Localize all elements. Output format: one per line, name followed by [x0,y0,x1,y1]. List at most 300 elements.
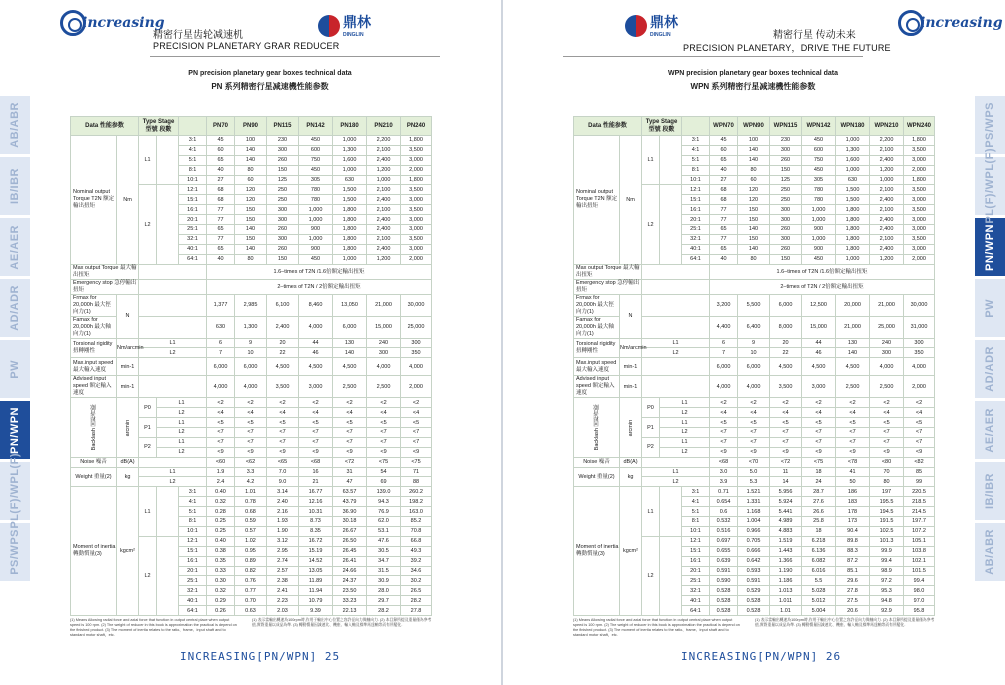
weight-value: 4.2 [235,477,267,487]
inertia-value: 2.23 [267,596,299,606]
header-divider [563,56,863,57]
advised-speed-value: 4,000 [738,376,770,398]
inertia-value: 186 [836,487,870,497]
torque-value: 3,500 [401,205,432,215]
inertia-value: 66.8 [401,536,432,546]
inertia-value: 33.23 [333,596,367,606]
ratio: 15:1 [179,195,207,205]
backlash-value: <7 [207,428,235,438]
table-row [574,467,935,477]
torque-value: 1,000 [802,205,836,215]
stage-l1: L1 [139,136,157,185]
inertia-value: 1.013 [770,586,802,596]
frmax-label: Frmax for 20,000h 最大徑向力(1) [574,294,620,316]
ratio: 25:1 [682,576,710,586]
inertia-value: 0.6 [710,507,738,517]
inertia-value: 0.59 [235,517,267,527]
inertia-value: 163.0 [401,507,432,517]
torque-value: 2,100 [870,234,904,244]
table-row [71,294,432,316]
inertia-value: 87.2 [836,556,870,566]
weight-value: 80 [870,477,904,487]
backlash-value: <5 [367,418,401,428]
torque-value: 1,800 [904,136,935,146]
inertia-value: 20.6 [836,606,870,616]
weight-value: 9.0 [267,477,299,487]
inertia-value: 47.6 [367,536,401,546]
inertia-value: 5.924 [770,497,802,507]
unit-n: N [620,294,642,338]
inertia-value: 0.516 [710,526,738,536]
torque-value: 2,400 [367,225,401,235]
table-row [574,457,935,467]
table-row [71,264,432,279]
inertia-value: 49.3 [401,546,432,556]
inertia-value: 43.79 [333,497,367,507]
inertia-value: 27.8 [836,586,870,596]
backlash-value: <4 [802,408,836,418]
ratio: 32:1 [682,234,710,244]
inertia-value: 26.50 [333,536,367,546]
left-page [0,0,502,685]
torque-value: 140 [738,244,770,254]
inertia-value: 92.9 [870,606,904,616]
inertia-value: 13.05 [299,566,333,576]
inertia-value: 24.66 [333,566,367,576]
ratio: 15:1 [682,195,710,205]
side-tab[interactable] [0,340,30,398]
backlash-value: <7 [367,437,401,447]
model-header: PN70 [207,117,235,136]
torque-value: 3,000 [904,155,935,165]
estop-label: Emergency stop 急停輸出扭矩 [574,279,642,294]
stage-l1: L1 [642,136,660,185]
torque-value: 2,400 [870,225,904,235]
inertia-value: 3.12 [267,536,299,546]
noise-value: <70 [738,457,770,467]
dinglin-cn: 鼎林 [650,14,678,30]
header-data: Data 性能参数 [71,117,139,136]
nominal-torque-label: Nominal output Torque T2N 额定輸出扭矩 [574,136,620,265]
inertia-value: 0.654 [710,497,738,507]
weight-value: 24 [802,477,836,487]
torque-value: 65 [207,244,235,254]
stage-l1: L1 [642,487,660,536]
inertia-value: 16.72 [299,536,333,546]
advised-speed-value: 2,000 [904,376,935,398]
table-row [71,467,432,477]
table-row [71,358,432,376]
torque-value: 140 [235,225,267,235]
ratio: 4:1 [179,497,207,507]
side-tab[interactable] [975,401,1005,459]
side-tab[interactable] [0,279,30,337]
ratio: 20:1 [682,566,710,576]
backlash-value: <4 [738,408,770,418]
inertia-value: 178 [836,507,870,517]
torque-value: 1,800 [401,175,432,185]
backlash-value: <7 [235,428,267,438]
side-tab[interactable] [975,462,1005,520]
rigidity-value: 7 [207,348,235,358]
model-header: WPN142 [802,117,836,136]
backlash-value: <5 [235,418,267,428]
inertia-value: 2.95 [267,546,299,556]
stage-l2: L2 [139,536,157,615]
torque-value: 900 [299,225,333,235]
side-tab[interactable] [0,218,30,276]
inertia-value: 0.529 [738,586,770,596]
frmax-value: 21,000 [870,294,904,316]
torque-value: 1,600 [333,155,367,165]
inertia-value: 1.366 [770,556,802,566]
torque-value: 3,500 [904,205,935,215]
inertia-value: 0.528 [710,586,738,596]
rigidity-value: 20 [770,338,802,348]
ratio: 15:1 [682,546,710,556]
type-stage-cn: 型號 段數 [145,127,172,133]
torque-value: 3,500 [401,234,432,244]
stage: L1 [157,398,207,408]
side-tab[interactable] [0,401,30,459]
torque-value: 1,800 [836,225,870,235]
backlash-value: <4 [836,408,870,418]
torque-value: 2,400 [367,244,401,254]
inertia-value: 1.168 [738,507,770,517]
torque-value: 1,000 [333,165,367,175]
backlash-value: <9 [836,447,870,457]
torque-value: 305 [299,175,333,185]
backlash-value: <4 [904,408,935,418]
stage: L2 [660,428,710,438]
backlash-value: <4 [367,408,401,418]
inertia-value: 8.73 [299,517,333,527]
dinglin-mark-icon [625,15,647,37]
table-cell [660,536,682,615]
inertia-value: 6.082 [802,556,836,566]
inertia-value: 195.5 [870,497,904,507]
inertia-value: 0.25 [207,517,235,527]
backlash-value: <7 [207,437,235,447]
inertia-value: 0.528 [710,596,738,606]
unit-db: dB(A) [117,457,139,467]
backlash-value: <9 [207,447,235,457]
max-speed-value: 4,000 [870,358,904,376]
side-tab-label: PS/WPS [984,102,996,148]
torque-value: 125 [770,175,802,185]
torque-value: 780 [802,195,836,205]
backlash-value: <9 [870,447,904,457]
side-tab[interactable] [975,96,1005,154]
inertia-value: 0.33 [207,566,235,576]
weight-value: 3.0 [710,467,738,477]
weight-value: 47 [333,477,367,487]
inertia-value: 0.70 [235,596,267,606]
ratio: 16:1 [682,205,710,215]
torque-value: 3,000 [401,155,432,165]
torque-value: 2,400 [870,195,904,205]
inertia-value: 5.441 [770,507,802,517]
side-tab[interactable] [975,340,1005,398]
inertia-value: 198.2 [401,497,432,507]
inertia-value: 173 [836,517,870,527]
inertia-value: 0.71 [710,487,738,497]
torque-value: 68 [207,185,235,195]
torque-value: 600 [299,145,333,155]
inertia-value: 53.1 [367,526,401,536]
inertia-value: 0.30 [207,576,235,586]
famax-label: Famax for 20,000h 最大軸向力(1) [574,316,620,338]
logo-text: increasing [82,15,165,31]
torque-value: 450 [802,165,836,175]
torque-value: 2,000 [401,254,432,264]
rigidity-value: 300 [401,338,432,348]
rigidity-value: 44 [299,338,333,348]
stage: L1 [660,418,710,428]
inertia-value: 18 [802,526,836,536]
torque-value: 65 [710,244,738,254]
ratio: 20:1 [179,566,207,576]
backlash-value: <4 [235,408,267,418]
rigidity-value: 6 [207,338,235,348]
backlash-value: <9 [267,447,299,457]
stage: L2 [157,428,207,438]
torque-value: 68 [710,185,738,195]
backlash-value: <7 [904,437,935,447]
stage-l2: L2 [642,477,710,487]
inertia-value: 0.26 [207,606,235,616]
inertia-value: 0.78 [235,497,267,507]
unit-n: N [117,294,139,338]
backlash-value: <4 [267,408,299,418]
inertia-value: 26.41 [333,556,367,566]
side-tabs [0,96,30,584]
torque-value: 1,200 [367,254,401,264]
torque-value: 77 [710,234,738,244]
side-tab[interactable] [975,523,1005,581]
inertia-value: 0.642 [738,556,770,566]
inertia-value: 76.9 [367,507,401,517]
dinglin-en: DINGLIN [650,32,671,38]
inertia-value: 1.90 [267,526,299,536]
torque-value: 1,500 [836,195,870,205]
inertia-value: 102.1 [904,556,935,566]
ratio: 8:1 [179,165,207,175]
ratio: 10:1 [682,526,710,536]
ratio: 8:1 [682,165,710,175]
torque-value: 77 [710,215,738,225]
inertia-value: 30.9 [367,576,401,586]
backlash-value: <5 [299,418,333,428]
torque-value: 900 [802,225,836,235]
side-tab-label: IB/IBR [9,168,21,204]
table-cell [682,117,710,136]
stage-l2: L2 [642,348,710,358]
table-cell [139,457,207,467]
weight-label: Weight 重量(2) [574,467,620,487]
torque-value: 1,000 [836,254,870,264]
ratio: 5:1 [682,507,710,517]
table-row [71,398,432,408]
noise-label: Noise 噪音 [71,457,117,467]
inertia-value: 1.011 [770,596,802,606]
model-header: PN115 [267,117,299,136]
rigidity-value: 44 [802,338,836,348]
side-tab[interactable] [975,279,1005,337]
torque-value: 100 [235,136,267,146]
table-cell [642,316,710,338]
backlash-value: <4 [401,408,432,418]
torque-value: 1,800 [333,225,367,235]
rigidity-value: 130 [333,338,367,348]
ratio: 12:1 [682,536,710,546]
backlash-value: <7 [299,437,333,447]
inertia-value: 99.4 [904,576,935,586]
inertia-value: 0.666 [738,546,770,556]
stage: L2 [157,447,207,457]
noise-value: <72 [333,457,367,467]
table-cell [642,279,710,294]
table-row [71,338,432,348]
torque-value: 150 [267,254,299,264]
backlash-value: <5 [836,418,870,428]
inertia-value: 0.655 [710,546,738,556]
header-data: Data 性能参数 [574,117,642,136]
stage: L2 [660,447,710,457]
torque-value: 3,500 [401,145,432,155]
frmax-value: 1,377 [207,294,235,316]
inertia-value: 1.443 [770,546,802,556]
backlash-value: <7 [299,428,333,438]
backlash-value: <7 [267,428,299,438]
torque-value: 80 [738,254,770,264]
weight-value: 3.3 [235,467,267,477]
weight-value: 71 [401,467,432,477]
torque-value: 1,800 [333,234,367,244]
side-tab[interactable] [975,218,1005,276]
torque-value: 1,200 [367,165,401,175]
backlash-value: <7 [738,437,770,447]
max-speed-value: 4,000 [367,358,401,376]
famax-value: 25,000 [401,316,432,338]
unit-min: min-1 [117,376,139,398]
side-tab-label: AD/ADR [984,346,996,392]
model-header: WPN210 [870,117,904,136]
type-stage-label: Type Stage [645,119,678,125]
table-cell [139,264,207,279]
weight-value: 41 [836,467,870,477]
inertia-value: 6.136 [802,546,836,556]
side-tab[interactable] [0,157,30,215]
side-tab[interactable] [975,148,1005,224]
advised-speed-label: Advised input speed 額定輸入速度 [71,376,117,398]
torque-value: 1,000 [333,254,367,264]
inertia-value: 39.2 [401,556,432,566]
advised-speed-value: 3,000 [802,376,836,398]
inertia-value: 85.2 [401,517,432,527]
torque-value: 300 [267,145,299,155]
torque-value: 2,100 [367,234,401,244]
footnote-cn: (1) 表示當輸出轉速為100rpm時,作用于輸出中心位置之容許徑向力與軸向力. (2) 本目錄所提及重量僅為參考值,實際重量以成品為準. (3) 轉動慣量因減速比、機座、輸入軸及標準馬達軸等而有所變化. [252,618,432,627]
famax-value: 630 [207,316,235,338]
weight-value: 7.0 [267,467,299,477]
noise-value: <78 [836,457,870,467]
dinglin-logo [318,14,371,38]
stage-l1: L1 [139,338,207,348]
torque-value: 630 [333,175,367,185]
noise-value: <75 [367,457,401,467]
inertia-value: 8.35 [299,526,333,536]
torque-value: 140 [235,145,267,155]
torque-value: 1,000 [299,215,333,225]
unit-kg: kg [117,467,139,487]
torque-value: 1,000 [299,234,333,244]
torque-value: 1,800 [836,205,870,215]
rigidity-value: 10 [235,348,267,358]
rigidity-value: 300 [367,348,401,358]
torque-value: 77 [207,234,235,244]
ratio: 10:1 [682,175,710,185]
torque-value: 300 [267,205,299,215]
inertia-value: 1.331 [738,497,770,507]
torque-value: 300 [770,215,802,225]
ratio: 10:1 [179,175,207,185]
stage: L1 [660,437,710,447]
backlash-value: <5 [904,418,935,428]
torque-value: 3,000 [904,195,935,205]
advised-speed-value: 2,500 [333,376,367,398]
ratio: 64:1 [179,254,207,264]
precision-class: P1 [139,418,157,438]
inertia-value: 23.50 [333,586,367,596]
torque-value: 300 [770,234,802,244]
backlash-label: Backlash 回程背隙 [574,398,620,457]
table-cell [139,294,207,316]
torque-value: 3,500 [401,185,432,195]
torque-value: 1,800 [401,136,432,146]
torque-value: 260 [770,225,802,235]
side-tab[interactable] [0,523,30,581]
side-tab[interactable] [0,96,30,154]
weight-value: 99 [904,477,935,487]
inertia-value: 26.45 [333,546,367,556]
page-number: INCREASING[PN/WPN] 25 [180,650,341,663]
table-row [574,294,935,316]
torque-value: 3,500 [904,145,935,155]
torque-value: 1,600 [836,155,870,165]
ratio: 20:1 [179,215,207,225]
table-title-cn: WPN 系列精密行星减速機性能参数 [690,82,816,91]
table-row [574,487,935,497]
stage: L1 [660,398,710,408]
rigidity-value: 300 [870,348,904,358]
inertia-value: 97.0 [904,596,935,606]
stage-l2: L2 [642,185,660,264]
rigidity-value: 240 [367,338,401,348]
type-stage-label: Type Stage [142,119,175,125]
inertia-value: 214.5 [904,507,935,517]
unit-min: min-1 [620,358,642,376]
rigidity-value: 22 [770,348,802,358]
backlash-value: <9 [710,447,738,457]
weight-value: 50 [836,477,870,487]
side-tab[interactable] [0,453,30,529]
max-speed-value: 4,500 [333,358,367,376]
table-cell [139,358,207,376]
inertia-value: 0.68 [235,507,267,517]
torque-value: 1,300 [836,145,870,155]
table-row [574,279,935,294]
